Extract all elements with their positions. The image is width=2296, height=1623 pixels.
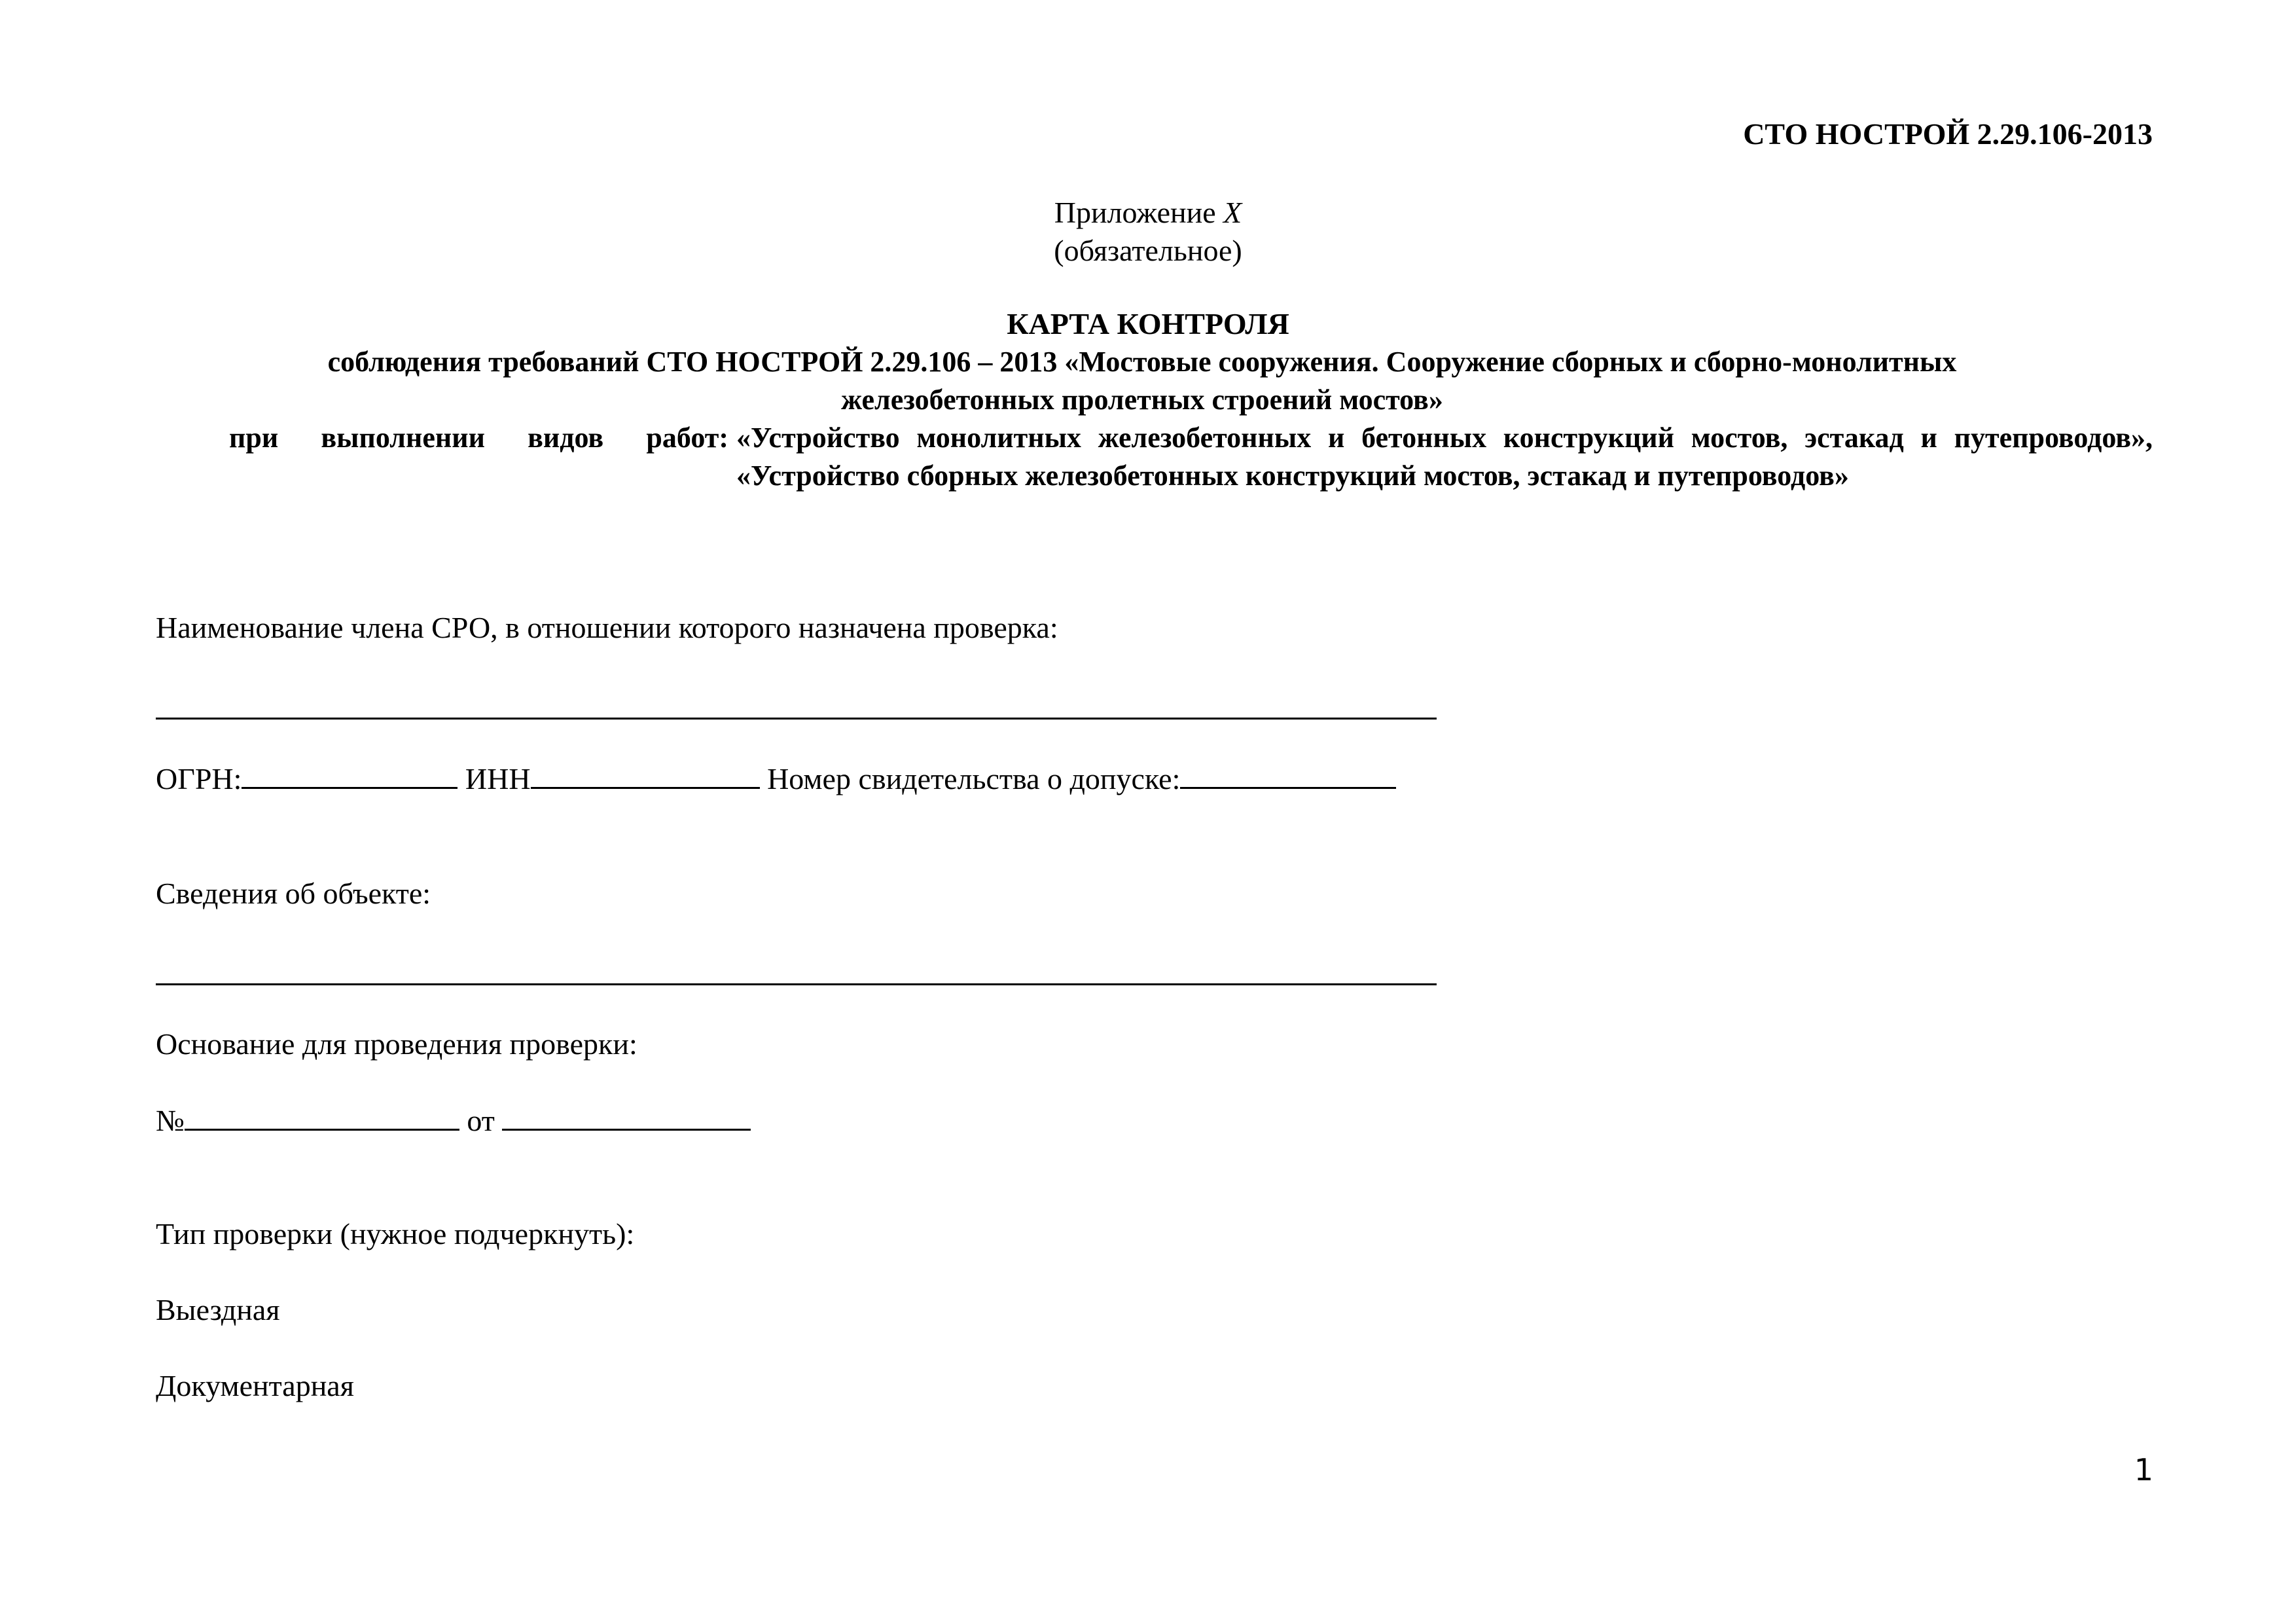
permit-number-field[interactable] xyxy=(1180,761,1396,789)
member-name-line[interactable] xyxy=(156,718,1437,720)
check-type-onsite[interactable]: Выездная xyxy=(156,1293,280,1326)
subtitle-line-1: соблюдения требований СТО НОСТРОЙ 2.29.106 – 2013 «Мостовые сооружения. Сооружение сборных и сборно-монолитных xyxy=(327,346,1957,378)
appendix-status: (обязательное) xyxy=(1054,234,1242,267)
ogrn-field[interactable] xyxy=(242,761,457,789)
appendix-label: Приложение xyxy=(1054,196,1224,229)
inn-label: ИНН xyxy=(465,762,531,795)
works-text: «Устройство монолитных железобетонных и бетонных конструкций мостов, эстакад и путепроводов», «Устройство сборных железобетонных конструкций мостов, эстакад и путепроводов» xyxy=(736,422,2153,492)
page-number: 1 xyxy=(2134,1452,2153,1487)
basis-number-row xyxy=(156,1103,751,1138)
appendix-heading xyxy=(0,194,2296,270)
appendix-letter: Х xyxy=(1223,196,1242,229)
permit-label: Номер свидетельства о допуске: xyxy=(767,762,1181,795)
ogrn-label: ОГРН: xyxy=(156,762,242,795)
object-info-line[interactable] xyxy=(156,983,1437,985)
number-sign: № xyxy=(156,1104,185,1137)
basis-label: Основание для проведения проверки: xyxy=(156,1027,637,1061)
document-title: КАРТА КОНТРОЛЯ xyxy=(1007,307,1289,340)
basis-number-field[interactable] xyxy=(185,1103,459,1131)
from-label: от xyxy=(467,1104,495,1137)
appendix-label-line xyxy=(0,194,2296,232)
document-subtitle xyxy=(196,343,2088,419)
check-type-documentary[interactable]: Документарная xyxy=(156,1369,354,1402)
ogrn-inn-permit-row xyxy=(156,761,1396,796)
subtitle-line-2: железобетонных пролетных строений мостов» xyxy=(841,384,1443,416)
member-name-label: Наименование члена СРО, в отношении которого назначена проверка: xyxy=(156,611,1058,644)
works-scope xyxy=(229,419,2153,495)
basis-date-field[interactable] xyxy=(502,1103,751,1131)
works-label: при выполнении видов работ: xyxy=(229,422,728,454)
object-info-label: Сведения об объекте: xyxy=(156,877,431,910)
check-type-label: Тип проверки (нужное подчеркнуть): xyxy=(156,1217,635,1250)
standard-code-header: СТО НОСТРОЙ 2.29.106-2013 xyxy=(1743,117,2153,151)
inn-field[interactable] xyxy=(531,761,760,789)
